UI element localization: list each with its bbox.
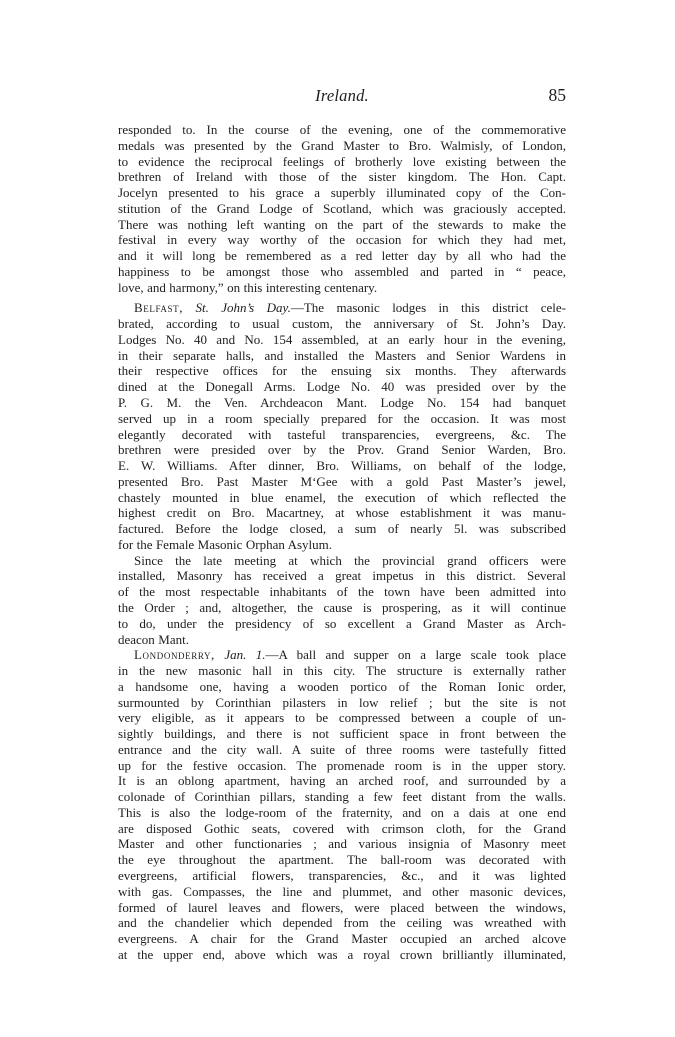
date-heading: Jan. 1.: [224, 647, 266, 663]
text-line: love, and harmony,” on this interesting centenary.: [118, 279, 378, 295]
text-line: surmounted by Corinthian pilasters in low relief ; but the site is not: [118, 694, 566, 710]
text-line: a handsome one, having a wooden portico of the Roman Ionic order,: [118, 678, 566, 694]
text-line: sightly buildings, and there is not sufficient space in front between the: [118, 726, 566, 742]
text-line: and it will long be remembered as a red letter day by all who had the: [118, 248, 566, 264]
text-line: highest credit on Bro. Macartney, at whose establishment it was manu-: [118, 505, 566, 521]
paragraph-belfast: [118, 300, 566, 552]
text-line: to do, under the presidency of so excellent a Grand Master as Arch-: [118, 615, 566, 631]
text-line: medals was presented by the Grand Master to Bro. Walmisly, of London,: [118, 137, 566, 153]
text-line: brated, according to usual custom, the anniversary of St. John’s Day.: [118, 316, 566, 332]
text-line: Master and other functionaries ; and various insignia of Masonry meet: [118, 836, 566, 852]
page-number: 85: [548, 85, 566, 105]
text-line: festival in every way worthy of the occasion for which they had met,: [118, 232, 566, 248]
text-line: Jocelyn presented to his grace a superbly illuminated copy of the Con-: [118, 185, 566, 201]
text-line: very eligible, as it appears to be compressed between a couple of un-: [118, 710, 566, 726]
paragraph-3: [118, 553, 566, 648]
text-line: up for the festive occasion. The promenade room is in the upper story.: [118, 757, 566, 773]
paragraph-1: [118, 122, 566, 295]
text-line: happiness to be amongst those who assembled and parted in “ peace,: [118, 263, 566, 279]
date-heading: St. John’s Day.: [195, 300, 291, 316]
text-line: It is an oblong apartment, having an arched roof, and surrounded by a: [118, 773, 566, 789]
text-line: responded to. In the course of the evening, one of the commemorative: [118, 122, 566, 137]
text-line: served up in a room specially prepared for the occasion. It was most: [118, 410, 566, 426]
running-head: [118, 86, 566, 110]
place-heading: Londonderry,: [134, 647, 215, 663]
text-line: the Order ; and, altogether, the cause is prospering, as it will continue: [118, 599, 566, 615]
text-line: deacon Mant.: [118, 631, 189, 647]
text-line: in their separate halls, and installed the Masters and Senior Wardens in: [118, 347, 566, 363]
text-line: for the Female Masonic Orphan Asylum.: [118, 536, 333, 552]
text-line: factured. Before the lodge closed, a sum of nearly 5l. was subscribed: [118, 521, 566, 537]
text-line: Lodges No. 40 and No. 154 assembled, at an early hour in the evening,: [118, 331, 566, 347]
lead-text: —A ball and supper on a large scale took place: [265, 647, 566, 663]
text-line: elegantly decorated with tasteful transparencies, evergreens, &c. The: [118, 426, 566, 442]
text-line: their respective offices for the ensuing six months. They afterwards: [118, 363, 566, 379]
text-line: This is also the lodge-room of the fraternity, and on a dais at one end: [118, 804, 566, 820]
text-line: Since the late meeting at which the provincial grand officers were: [134, 552, 566, 568]
text-line: There was nothing left wanting on the part of the stewards to make the: [118, 216, 566, 232]
running-title: Ireland.: [315, 86, 369, 105]
text-line: at the upper end, above which was a royal crown brilliantly illuminated,: [118, 946, 566, 962]
text-line: are disposed Gothic seats, covered with crimson cloth, for the Grand: [118, 820, 566, 836]
body-text: [118, 122, 566, 963]
text-line: with gas. Compasses, the line and plummet, and other masonic devices,: [118, 883, 566, 899]
text-line-lead: [118, 647, 566, 663]
text-line: entrance and the city wall. A suite of three rooms were tastefully fitted: [118, 741, 566, 757]
text-line: the eye throughout the apartment. The ball-room was decorated with: [118, 852, 566, 868]
text-line: to evidence the reciprocal feelings of brotherly love existing between the: [118, 153, 566, 169]
paragraph-londonderry: [118, 647, 566, 962]
text-line: dined at the Donegall Arms. Lodge No. 40 was presided over by the: [118, 379, 566, 395]
text-line: E. W. Williams. After dinner, Bro. Williams, on behalf of the lodge,: [118, 458, 566, 474]
place-heading: Belfast,: [134, 300, 184, 316]
text-line: brethren of Ireland with those of the sister kingdom. The Hon. Capt.: [118, 169, 566, 185]
text-line: in the new masonic hall in this city. The structure is externally rather: [118, 663, 566, 679]
text-line: of the most respectable inhabitants of the town have been admitted into: [118, 584, 566, 600]
text-line: brethren were presided over by the Prov. Grand Senior Warden, Bro.: [118, 442, 566, 458]
text-line: and the chandelier which depended from the ceiling was wreathed with: [118, 915, 566, 931]
text-line: presented Bro. Past Master M‘Gee with a gold Past Master’s jewel,: [118, 473, 566, 489]
text-line: formed of laurel leaves and flowers, were placed between the windows,: [118, 899, 566, 915]
text-line-lead: [118, 300, 566, 316]
text-line: chastely mounted in blue enamel, the execution of which reflected the: [118, 489, 566, 505]
text-line: evergreens. A chair for the Grand Master occupied an arched alcove: [118, 931, 566, 947]
text-line: installed, Masonry has received a great impetus in this district. Several: [118, 568, 566, 584]
lead-text: —The masonic lodges in this district cele-: [290, 300, 567, 316]
text-line: evergreens, artificial flowers, transparencies, &c., and it was lighted: [118, 867, 566, 883]
text-line: colonade of Corinthian pillars, standing a few feet distant from the walls.: [118, 789, 566, 805]
text-line: stitution of the Grand Lodge of Scotland, which was graciously accepted.: [118, 200, 566, 216]
text-line: P. G. M. the Ven. Archdeacon Mant. Lodge No. 154 had banquet: [118, 395, 566, 411]
